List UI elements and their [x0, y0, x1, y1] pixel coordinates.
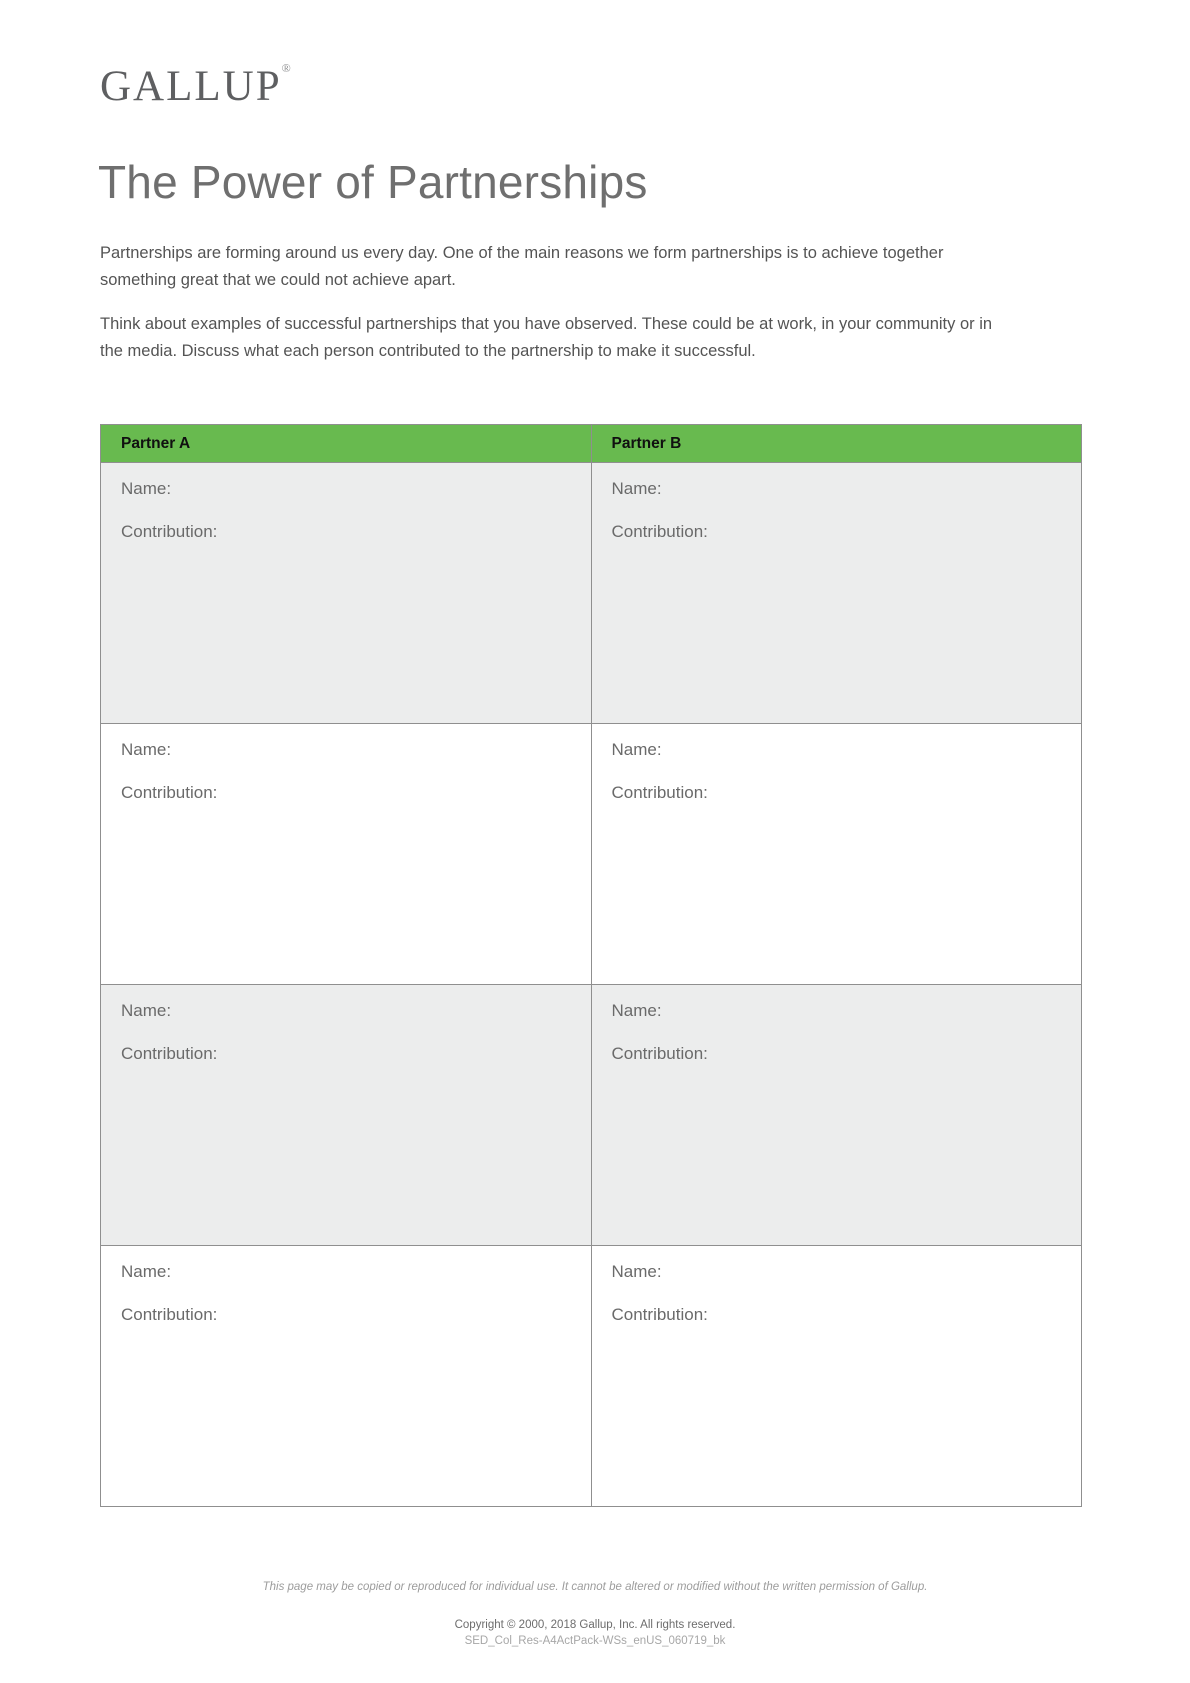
table-header-row [101, 425, 1082, 463]
partner-b-entry-cell [591, 463, 1082, 724]
permission-note: This page may be copied or reproduced for individual use. It cannot be altered or modified without the written permission of Gallup. [262, 1581, 928, 1593]
partner-a-entry-cell [101, 1246, 592, 1507]
contribution-label: Contribution: [611, 522, 708, 541]
partner-b-entry-cell [591, 724, 1082, 985]
name-label: Name: [611, 1262, 662, 1281]
contribution-label: Contribution: [121, 522, 218, 541]
name-label: Name: [611, 740, 662, 759]
contribution-label: Contribution: [121, 783, 218, 802]
contribution-label: Contribution: [611, 1305, 708, 1324]
table-row [101, 724, 1082, 985]
name-label: Name: [121, 1001, 172, 1020]
gallup-logo-text: GALLUP [100, 63, 282, 110]
partner-b-entry-cell [591, 1246, 1082, 1507]
copyright-block [0, 1617, 1190, 1649]
name-label: Name: [121, 479, 172, 498]
table-row [101, 1246, 1082, 1507]
partner-a-entry-cell [101, 463, 592, 724]
partner-a-entry-cell [101, 985, 592, 1246]
registered-trademark-icon: ® [281, 61, 291, 75]
name-label: Name: [121, 740, 172, 759]
name-label: Name: [611, 479, 662, 498]
name-label: Name: [611, 1001, 662, 1020]
document-code: SED_Col_Res-A4ActPack-WSs_enUS_060719_bk [464, 1635, 726, 1647]
intro-paragraph-2: Think about examples of successful partnerships that you have observed. These could be at work, in your community or in the media. Discuss what each person contributed to the partnership to make it successful. [100, 315, 993, 360]
intro-paragraph-1: Partnerships are forming around us every day. One of the main reasons we form partnerships is to achieve together something great that we could not achieve apart. [100, 244, 944, 289]
column-header-partner-a: Partner A [101, 425, 592, 463]
table-row [101, 985, 1082, 1246]
table-row [101, 463, 1082, 724]
copyright-text: Copyright © 2000, 2018 Gallup, Inc. All rights reserved. [454, 1619, 736, 1631]
intro-text [100, 240, 995, 382]
name-label: Name: [121, 1262, 172, 1281]
contribution-label: Contribution: [121, 1044, 218, 1063]
partner-b-entry-cell [591, 985, 1082, 1246]
contribution-label: Contribution: [611, 1044, 708, 1063]
partner-a-entry-cell [101, 724, 592, 985]
page-title: The Power of Partnerships [98, 156, 648, 208]
contribution-label: Contribution: [121, 1305, 218, 1324]
contribution-label: Contribution: [611, 783, 708, 802]
gallup-logo [100, 62, 291, 108]
column-header-partner-b: Partner B [591, 425, 1082, 463]
partners-table [100, 424, 1082, 1507]
